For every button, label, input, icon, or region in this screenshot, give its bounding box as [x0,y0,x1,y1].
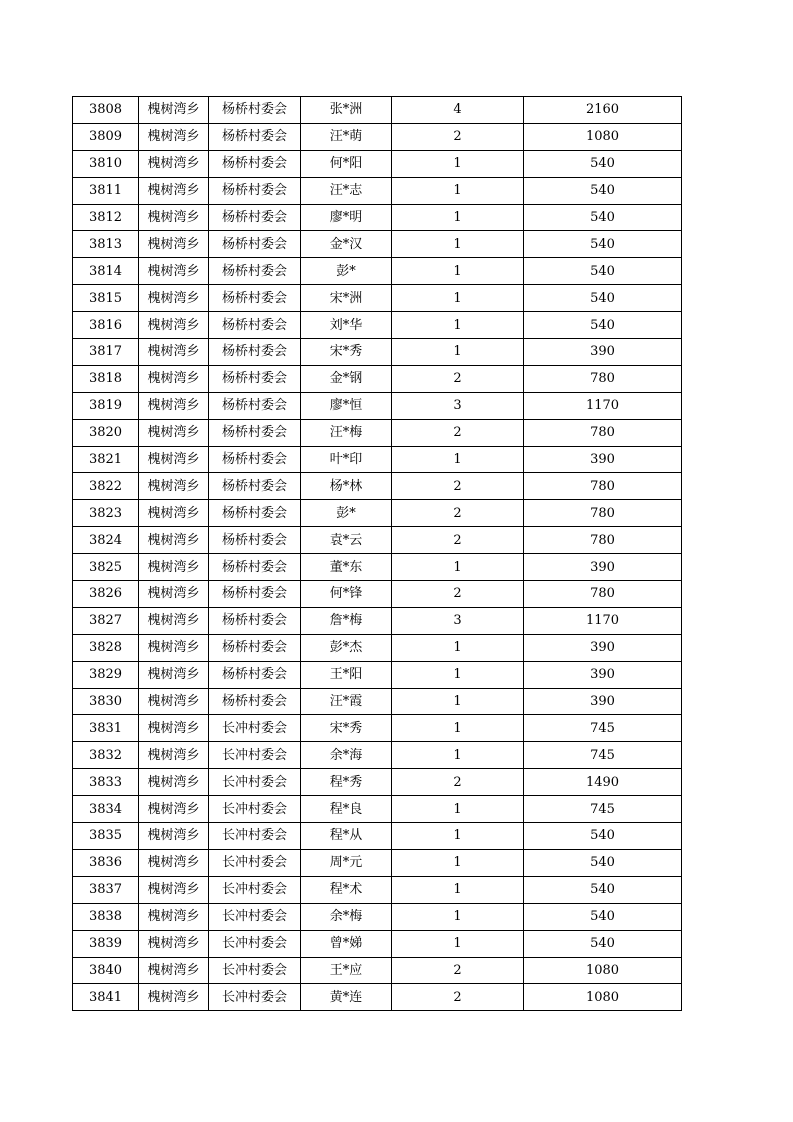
amount-cell: 390 [524,446,682,473]
township-cell: 槐树湾乡 [139,634,209,661]
township-cell: 槐树湾乡 [139,204,209,231]
row-number-cell: 3830 [73,688,139,715]
table-row [73,903,682,930]
amount-cell: 540 [524,903,682,930]
village-committee-cell: 杨桥村委会 [209,500,301,527]
township-cell: 槐树湾乡 [139,849,209,876]
table-row [73,823,682,850]
amount-cell: 1080 [524,984,682,1011]
row-number-cell: 3820 [73,419,139,446]
township-cell: 槐树湾乡 [139,123,209,150]
count-cell: 1 [392,903,524,930]
row-number-cell: 3828 [73,634,139,661]
amount-cell: 390 [524,634,682,661]
name-cell: 曾*娣 [301,930,392,957]
amount-cell: 1170 [524,607,682,634]
name-cell: 汪*霞 [301,688,392,715]
amount-cell: 540 [524,930,682,957]
village-committee-cell: 杨桥村委会 [209,365,301,392]
count-cell: 1 [392,446,524,473]
name-cell: 廖*明 [301,204,392,231]
village-committee-cell: 杨桥村委会 [209,473,301,500]
table-row [73,258,682,285]
amount-cell: 540 [524,312,682,339]
row-number-cell: 3818 [73,365,139,392]
amount-cell: 390 [524,554,682,581]
village-committee-cell: 杨桥村委会 [209,231,301,258]
village-committee-cell: 杨桥村委会 [209,688,301,715]
name-cell: 王*阳 [301,661,392,688]
township-cell: 槐树湾乡 [139,419,209,446]
count-cell: 3 [392,607,524,634]
name-cell: 詹*梅 [301,607,392,634]
table-row [73,661,682,688]
table-row [73,312,682,339]
amount-cell: 540 [524,876,682,903]
table-row [73,473,682,500]
township-cell: 槐树湾乡 [139,930,209,957]
name-cell: 余*海 [301,742,392,769]
name-cell: 张*洲 [301,97,392,124]
village-committee-cell: 杨桥村委会 [209,661,301,688]
village-committee-cell: 长冲村委会 [209,849,301,876]
count-cell: 1 [392,285,524,312]
table-row [73,607,682,634]
table-row [73,634,682,661]
table-row [73,177,682,204]
township-cell: 槐树湾乡 [139,392,209,419]
table-row [73,150,682,177]
amount-cell: 1170 [524,392,682,419]
row-number-cell: 3816 [73,312,139,339]
name-cell: 王*应 [301,957,392,984]
township-cell: 槐树湾乡 [139,285,209,312]
count-cell: 1 [392,554,524,581]
table-row [73,500,682,527]
village-committee-cell: 杨桥村委会 [209,204,301,231]
table-row [73,392,682,419]
village-committee-cell: 杨桥村委会 [209,446,301,473]
count-cell: 2 [392,984,524,1011]
count-cell: 1 [392,742,524,769]
village-committee-cell: 长冲村委会 [209,742,301,769]
count-cell: 2 [392,527,524,554]
name-cell: 汪*梅 [301,419,392,446]
row-number-cell: 3841 [73,984,139,1011]
name-cell: 杨*林 [301,473,392,500]
row-number-cell: 3809 [73,123,139,150]
row-number-cell: 3825 [73,554,139,581]
village-committee-cell: 杨桥村委会 [209,97,301,124]
village-committee-cell: 长冲村委会 [209,903,301,930]
amount-cell: 745 [524,742,682,769]
village-committee-cell: 杨桥村委会 [209,150,301,177]
township-cell: 槐树湾乡 [139,796,209,823]
row-number-cell: 3839 [73,930,139,957]
count-cell: 2 [392,581,524,608]
table-row [73,876,682,903]
township-cell: 槐树湾乡 [139,312,209,339]
amount-cell: 390 [524,661,682,688]
count-cell: 1 [392,177,524,204]
village-committee-cell: 长冲村委会 [209,823,301,850]
count-cell: 1 [392,876,524,903]
table-row [73,715,682,742]
amount-cell: 540 [524,849,682,876]
name-cell: 董*东 [301,554,392,581]
row-number-cell: 3817 [73,339,139,366]
name-cell: 宋*秀 [301,715,392,742]
count-cell: 1 [392,312,524,339]
row-number-cell: 3810 [73,150,139,177]
name-cell: 廖*恒 [301,392,392,419]
name-cell: 刘*华 [301,312,392,339]
township-cell: 槐树湾乡 [139,527,209,554]
name-cell: 彭* [301,258,392,285]
row-number-cell: 3811 [73,177,139,204]
count-cell: 2 [392,365,524,392]
name-cell: 宋*秀 [301,339,392,366]
table-row [73,742,682,769]
amount-cell: 540 [524,204,682,231]
township-cell: 槐树湾乡 [139,769,209,796]
table-row [73,419,682,446]
row-number-cell: 3837 [73,876,139,903]
row-number-cell: 3832 [73,742,139,769]
count-cell: 4 [392,97,524,124]
table-row [73,688,682,715]
table-row [73,581,682,608]
name-cell: 程*术 [301,876,392,903]
amount-cell: 780 [524,419,682,446]
amount-cell: 780 [524,581,682,608]
data-table [72,96,682,1011]
amount-cell: 780 [524,527,682,554]
township-cell: 槐树湾乡 [139,231,209,258]
row-number-cell: 3808 [73,97,139,124]
name-cell: 何*锋 [301,581,392,608]
township-cell: 槐树湾乡 [139,554,209,581]
village-committee-cell: 杨桥村委会 [209,339,301,366]
row-number-cell: 3835 [73,823,139,850]
village-committee-cell: 杨桥村委会 [209,419,301,446]
table-row [73,957,682,984]
township-cell: 槐树湾乡 [139,97,209,124]
name-cell: 金*钢 [301,365,392,392]
name-cell: 程*秀 [301,769,392,796]
name-cell: 程*从 [301,823,392,850]
name-cell: 彭* [301,500,392,527]
township-cell: 槐树湾乡 [139,258,209,285]
count-cell: 1 [392,150,524,177]
row-number-cell: 3840 [73,957,139,984]
count-cell: 1 [392,849,524,876]
amount-cell: 540 [524,285,682,312]
table-row [73,446,682,473]
name-cell: 周*元 [301,849,392,876]
village-committee-cell: 杨桥村委会 [209,554,301,581]
village-committee-cell: 杨桥村委会 [209,285,301,312]
village-committee-cell: 长冲村委会 [209,876,301,903]
row-number-cell: 3834 [73,796,139,823]
row-number-cell: 3822 [73,473,139,500]
township-cell: 槐树湾乡 [139,876,209,903]
table-row [73,339,682,366]
table-row [73,554,682,581]
village-committee-cell: 杨桥村委会 [209,312,301,339]
table-row [73,97,682,124]
village-committee-cell: 杨桥村委会 [209,527,301,554]
amount-cell: 2160 [524,97,682,124]
count-cell: 1 [392,634,524,661]
village-committee-cell: 杨桥村委会 [209,123,301,150]
township-cell: 槐树湾乡 [139,339,209,366]
table-row [73,123,682,150]
row-number-cell: 3836 [73,849,139,876]
village-committee-cell: 长冲村委会 [209,769,301,796]
name-cell: 彭*杰 [301,634,392,661]
table-row [73,285,682,312]
count-cell: 1 [392,823,524,850]
township-cell: 槐树湾乡 [139,473,209,500]
township-cell: 槐树湾乡 [139,957,209,984]
amount-cell: 1080 [524,123,682,150]
village-committee-cell: 长冲村委会 [209,715,301,742]
count-cell: 1 [392,930,524,957]
amount-cell: 745 [524,715,682,742]
name-cell: 黄*连 [301,984,392,1011]
count-cell: 2 [392,957,524,984]
amount-cell: 540 [524,823,682,850]
row-number-cell: 3829 [73,661,139,688]
row-number-cell: 3838 [73,903,139,930]
village-committee-cell: 长冲村委会 [209,957,301,984]
count-cell: 2 [392,500,524,527]
row-number-cell: 3819 [73,392,139,419]
name-cell: 余*梅 [301,903,392,930]
table-row [73,527,682,554]
township-cell: 槐树湾乡 [139,903,209,930]
township-cell: 槐树湾乡 [139,607,209,634]
count-cell: 1 [392,688,524,715]
township-cell: 槐树湾乡 [139,446,209,473]
amount-cell: 540 [524,150,682,177]
table-row [73,231,682,258]
row-number-cell: 3812 [73,204,139,231]
table-row [73,204,682,231]
township-cell: 槐树湾乡 [139,500,209,527]
row-number-cell: 3823 [73,500,139,527]
name-cell: 汪*志 [301,177,392,204]
amount-cell: 540 [524,231,682,258]
count-cell: 1 [392,339,524,366]
village-committee-cell: 杨桥村委会 [209,634,301,661]
amount-cell: 540 [524,177,682,204]
row-number-cell: 3814 [73,258,139,285]
table-row [73,769,682,796]
amount-cell: 540 [524,258,682,285]
name-cell: 何*阳 [301,150,392,177]
name-cell: 袁*云 [301,527,392,554]
row-number-cell: 3827 [73,607,139,634]
count-cell: 3 [392,392,524,419]
name-cell: 汪*萌 [301,123,392,150]
village-committee-cell: 长冲村委会 [209,984,301,1011]
village-committee-cell: 杨桥村委会 [209,607,301,634]
count-cell: 1 [392,204,524,231]
row-number-cell: 3826 [73,581,139,608]
count-cell: 1 [392,661,524,688]
row-number-cell: 3815 [73,285,139,312]
count-cell: 2 [392,419,524,446]
amount-cell: 1490 [524,769,682,796]
count-cell: 2 [392,123,524,150]
amount-cell: 780 [524,500,682,527]
row-number-cell: 3813 [73,231,139,258]
name-cell: 程*良 [301,796,392,823]
count-cell: 1 [392,796,524,823]
count-cell: 1 [392,715,524,742]
row-number-cell: 3833 [73,769,139,796]
amount-cell: 780 [524,365,682,392]
township-cell: 槐树湾乡 [139,823,209,850]
table-body [73,97,682,1011]
township-cell: 槐树湾乡 [139,150,209,177]
table-row [73,365,682,392]
township-cell: 槐树湾乡 [139,688,209,715]
name-cell: 金*汉 [301,231,392,258]
row-number-cell: 3824 [73,527,139,554]
amount-cell: 780 [524,473,682,500]
amount-cell: 390 [524,688,682,715]
village-committee-cell: 杨桥村委会 [209,258,301,285]
township-cell: 槐树湾乡 [139,581,209,608]
township-cell: 槐树湾乡 [139,177,209,204]
count-cell: 1 [392,258,524,285]
name-cell: 宋*洲 [301,285,392,312]
township-cell: 槐树湾乡 [139,365,209,392]
village-committee-cell: 杨桥村委会 [209,177,301,204]
count-cell: 1 [392,231,524,258]
village-committee-cell: 杨桥村委会 [209,392,301,419]
amount-cell: 745 [524,796,682,823]
township-cell: 槐树湾乡 [139,742,209,769]
count-cell: 2 [392,769,524,796]
township-cell: 槐树湾乡 [139,984,209,1011]
row-number-cell: 3821 [73,446,139,473]
name-cell: 叶*印 [301,446,392,473]
township-cell: 槐树湾乡 [139,715,209,742]
township-cell: 槐树湾乡 [139,661,209,688]
village-committee-cell: 长冲村委会 [209,796,301,823]
table-row [73,796,682,823]
row-number-cell: 3831 [73,715,139,742]
amount-cell: 390 [524,339,682,366]
table-row [73,984,682,1011]
village-committee-cell: 杨桥村委会 [209,581,301,608]
village-committee-cell: 长冲村委会 [209,930,301,957]
table-row [73,849,682,876]
amount-cell: 1080 [524,957,682,984]
table-row [73,930,682,957]
count-cell: 2 [392,473,524,500]
